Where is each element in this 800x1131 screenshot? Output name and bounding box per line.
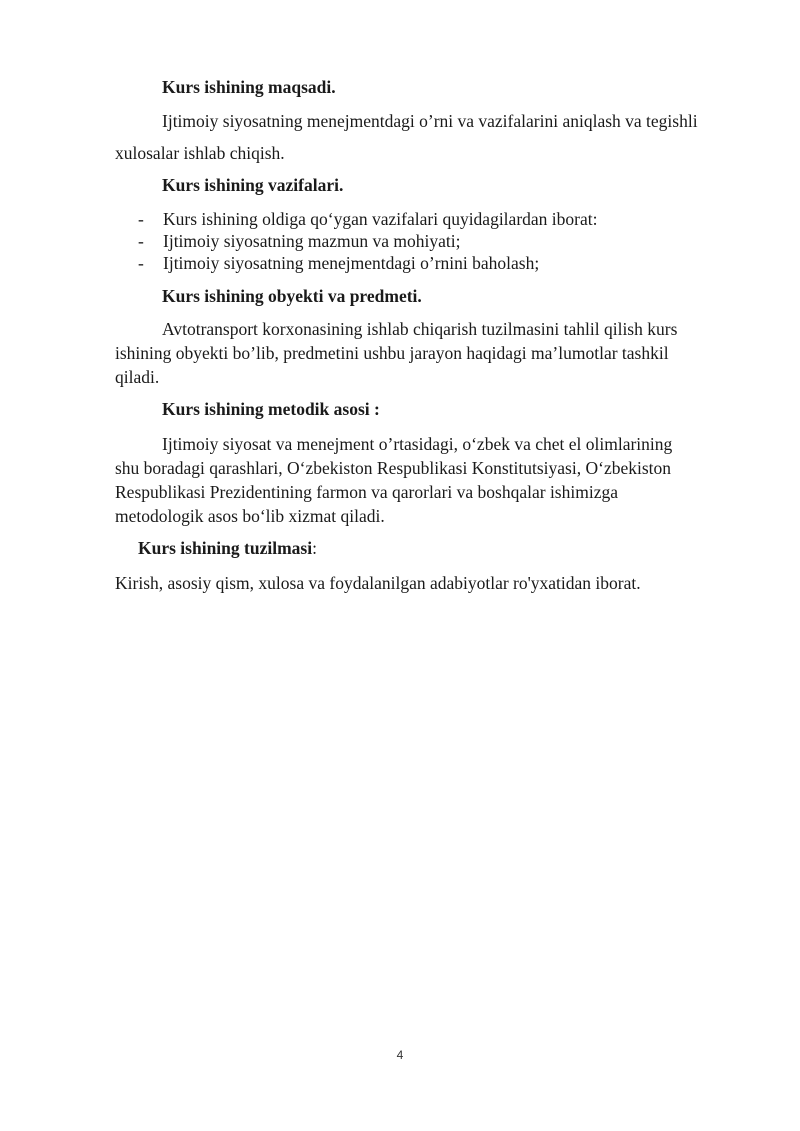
heading-maqsad: Kurs ishining maqsadi.: [162, 77, 336, 97]
metodik-line-3: Respublikasi Prezidentining farmon va qarorlari va boshqalar ishimizga: [115, 482, 618, 502]
maqsad-line-1: Ijtimoiy siyosatning menejmentdagi o’rni va vazifalarini aniqlash va tegishli: [162, 111, 698, 131]
obyekt-line-1: Avtotransport korxonasining ishlab chiqarish tuzilmasini tahlil qilish kurs: [162, 319, 678, 339]
bullet-marker: -: [138, 253, 144, 273]
maqsad-line-2: xulosalar ishlab chiqish.: [115, 143, 285, 163]
metodik-line-2: shu boradagi qarashlari, O‘zbekiston Respublikasi Konstitutsiyasi, O‘zbekiston: [115, 458, 672, 478]
tuzilma-line-1: Kirish, asosiy qism, xulosa va foydalanilgan adabiyotlar ro'yxatidan iborat.: [115, 573, 641, 593]
bullet-marker: -: [138, 209, 144, 229]
list-item: Kurs ishining oldiga qo‘ygan vazifalari quyidagilardan iborat:: [163, 209, 598, 229]
metodik-line-4: metodologik asos bo‘lib xizmat qiladi.: [115, 506, 385, 526]
metodik-line-1: Ijtimoiy siyosat va menejment o’rtasidagi, o‘zbek va chet el olimlarining: [162, 434, 673, 454]
page-number: 4: [396, 1048, 404, 1062]
obyekt-line-3: qiladi.: [115, 367, 160, 387]
heading-tuzilma: [138, 537, 317, 559]
list-item: Ijtimoiy siyosatning mazmun va mohiyati;: [163, 231, 461, 251]
heading-metodik: Kurs ishining metodik asosi :: [162, 399, 380, 419]
bullet-marker: -: [138, 231, 144, 251]
heading-tuzilma-text: Kurs ishining tuzilmasi: [138, 538, 313, 558]
list-item: Ijtimoiy siyosatning menejmentdagi o’rnini baholash;: [163, 253, 540, 273]
heading-vazifalar: Kurs ishining vazifalari.: [162, 175, 344, 195]
heading-obyekt: Kurs ishining obyekti va predmeti.: [162, 286, 422, 306]
heading-tuzilma-colon: :: [312, 538, 317, 558]
obyekt-line-2: ishining obyekti bo’lib, predmetini ushbu jarayon haqidagi ma’lumotlar tashkil: [115, 343, 669, 363]
